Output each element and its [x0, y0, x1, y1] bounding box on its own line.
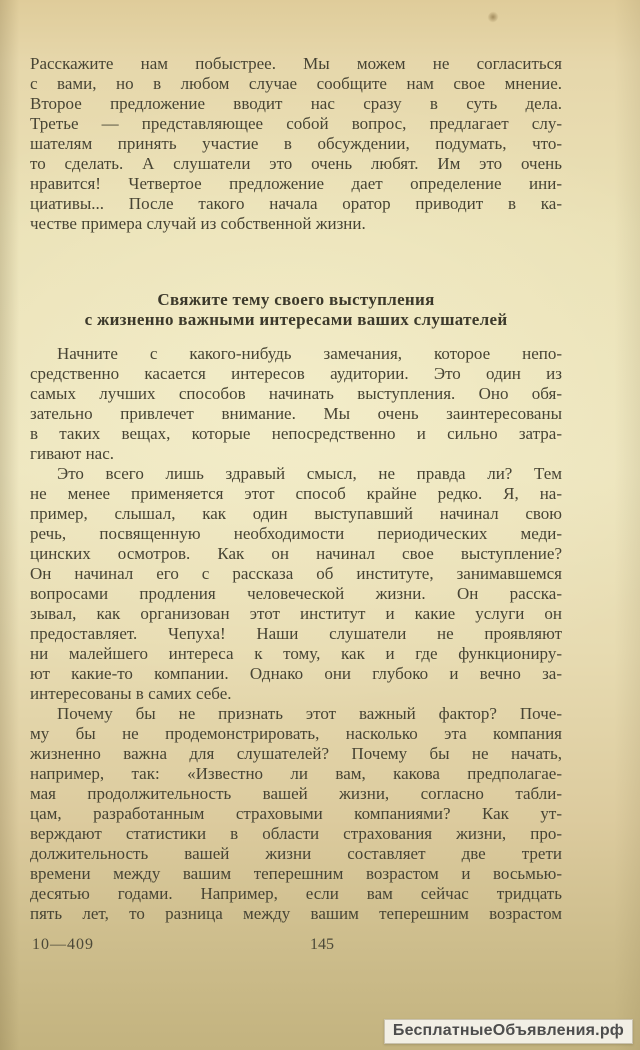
print-signature: 10—409	[32, 936, 94, 953]
text-line: речь, посвященную необходимости периодических меди-	[30, 524, 562, 543]
text-line: нравится! Четвертое предложение дает определение ини-	[30, 174, 562, 193]
text-line: Третье — представляющее собой вопрос, предлагает слу-	[30, 114, 562, 133]
text-line: десятью годами. Например, если вам сейчас тридцать	[30, 884, 562, 903]
text-line: самых лучших способов начинать выступления. Оно обя-	[30, 384, 562, 403]
text-line: с жизненно важными интересами ваших слушателей	[84, 310, 508, 329]
paragraph-insurance	[30, 704, 562, 924]
text-line: верждают статистики в области страхования жизни, про-	[30, 824, 562, 843]
text-line: пять лет, то разница между вашим теперешним возрастом	[30, 904, 562, 923]
watermark-text: БесплатныеОбъявления.рф	[392, 1022, 624, 1039]
text-line: предоставляет. Чепуха! Наши слушатели не проявляют	[30, 624, 562, 643]
text-line: цам, разработанным страховыми компаниями? Как ут-	[30, 804, 562, 823]
text-line: Свяжите тему своего выступления	[157, 290, 435, 309]
text-line: времени между вашим теперешним возрастом и восьмью-	[30, 864, 562, 883]
text-line: пример, слышал, как один выступавший начинал свою	[30, 504, 562, 523]
text-line: ют какие-то компании. Однако они глубоко и вечно за-	[30, 664, 562, 683]
text-line: зательно привлечет внимание. Мы очень заинтересованы	[30, 404, 562, 423]
paragraph-example	[30, 464, 562, 704]
text-line: интересованы в самих себе.	[30, 684, 232, 703]
text-line: му бы не продемонстрировать, насколько эта компания	[30, 724, 562, 743]
text-line: вопросами продления человеческой жизни. Он расска-	[30, 584, 562, 603]
text-line: средственно касается интересов аудитории. Это один из	[30, 364, 562, 383]
text-line: должительность вашей жизни составляет две трети	[30, 844, 562, 863]
text-line: в таких вещах, которые непосредственно и сильно затра-	[30, 424, 562, 443]
paragraph-advice	[30, 344, 562, 464]
text-line: не менее применяется этот способ крайне редко. Я, на-	[30, 484, 562, 503]
text-line: честве примера случай из собственной жизни.	[30, 214, 366, 233]
text-line: Почему бы не признать этот важный фактор? Поче-	[57, 704, 562, 723]
text-line: с вами, но в любом случае сообщите нам свое мнение.	[30, 74, 562, 93]
text-line: Начните с какого-нибудь замечания, которое непо-	[57, 344, 562, 363]
paper-stain	[486, 9, 500, 24]
text-line: например, так: «Известно ли вам, какова предполагае-	[30, 764, 562, 783]
text-line: то сделать. А слушатели это очень любят. Им это очень	[30, 154, 562, 173]
text-line: Второе предложение вводит нас сразу в суть дела.	[30, 94, 562, 113]
text-line: мая продолжительность вашей жизни, согласно табли-	[30, 784, 562, 803]
text-line: циативы... После такого начала оратор приводит в ка-	[30, 194, 562, 213]
text-line: Это всего лишь здравый смысл, не правда ли? Тем	[57, 464, 562, 483]
text-column	[30, 54, 562, 924]
text-line: цинских осмотров. Как он начинал свое выступление?	[30, 544, 562, 563]
text-line: зывал, как организован этот институт и какие услуги он	[30, 604, 562, 623]
page-number: 145	[310, 936, 334, 953]
watermark-badge	[384, 1019, 633, 1044]
text-line: шателям принять участие в обсуждении, подумать, что-	[30, 134, 562, 153]
section-heading	[30, 290, 562, 330]
text-line: Он начинал его с рассказа об институте, занимавшемся	[30, 564, 562, 583]
text-line: жизненно важна для слушателей? Почему бы не начать,	[30, 744, 562, 763]
paragraph-intro	[30, 54, 562, 234]
text-line: ни малейшего интереса к тому, как и где функциониру-	[30, 644, 562, 663]
text-line: гивают нас.	[30, 444, 115, 463]
text-line: Расскажите нам побыстрее. Мы можем не согласиться	[30, 54, 562, 73]
